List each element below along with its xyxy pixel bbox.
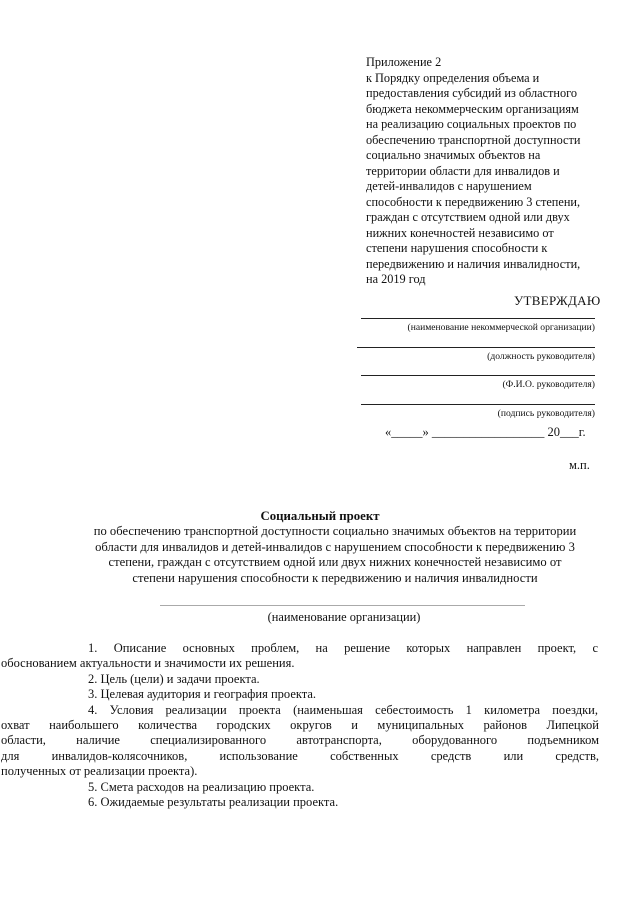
appendix-line: на 2019 год <box>366 272 426 286</box>
appendix-line: степени нарушения способности к <box>366 241 548 255</box>
appendix-line: к Порядку определения объема и <box>366 70 540 85</box>
org-name-field[interactable] <box>361 318 595 319</box>
appendix-line: детей-инвалидов с нарушением <box>366 179 532 193</box>
appendix-line: бюджета некоммерческим организациям <box>366 101 579 116</box>
appendix-line: способности к передвижению 3 степени, <box>366 194 581 209</box>
section-line: 4. Условия реализации проекта (наименьшая себестоимость 1 километра поездки, <box>88 702 598 717</box>
appendix-line: на реализацию социальных проектов по <box>366 117 577 131</box>
appendix-line: обеспечению транспортной доступности <box>366 132 581 147</box>
position-caption: (должность руководителя) <box>487 351 595 362</box>
organization-name-field[interactable] <box>160 605 525 606</box>
section-line: для инвалидов-колясочников, использование собственных средств или средств, <box>1 748 599 763</box>
signature-field[interactable] <box>361 404 595 405</box>
section-item <box>88 687 598 702</box>
position-field[interactable] <box>357 347 595 348</box>
appendix-reference <box>366 55 606 288</box>
signature-caption: (подпись руководителя) <box>497 408 595 419</box>
project-title: Социальный проект <box>260 509 380 523</box>
section-item <box>1 641 598 672</box>
section-line: 1. Описание основных проблем, на решение которых направлен проект, с <box>88 641 598 655</box>
seal-mark: м.п. <box>569 458 590 472</box>
appendix-line: нижних конечностей независимо от <box>366 225 554 240</box>
subtitle-line: области для инвалидов и детей-инвалидов с нарушением способности к передвижению 3 <box>95 539 575 554</box>
project-sections-list <box>1 641 599 810</box>
full-name-field[interactable] <box>361 375 595 376</box>
appendix-line: предоставления субсидий из областного <box>366 86 578 100</box>
section-line: охват наибольшего количества городских округов и муниципальных районов Липецкой <box>1 718 599 733</box>
appendix-line: территории области для инвалидов и <box>366 163 560 178</box>
appendix-line: Приложение 2 <box>366 55 442 69</box>
subtitle-line: степени, граждан с отсутствием одной или двух нижних конечностей независимо от <box>108 555 562 570</box>
section-item <box>1 702 599 780</box>
section-line: 6. Ожидаемые результаты реализации проекта. <box>88 795 339 810</box>
project-subtitle <box>70 524 600 586</box>
section-line: полученных от реализации проекта). <box>1 764 198 779</box>
organization-name-caption: (наименование организации) <box>267 610 421 624</box>
section-line: 3. Целевая аудитория и география проекта. <box>88 687 317 702</box>
subtitle-line: степени нарушения способности к передвижению и наличия инвалидности <box>132 570 538 585</box>
section-item <box>88 672 598 687</box>
approval-date: «_____» __________________ 20___г. <box>385 425 586 439</box>
full-name-caption: (Ф.И.О. руководителя) <box>502 379 595 390</box>
appendix-line: граждан с отсутствием одной или двух <box>366 210 570 224</box>
subtitle-line: по обеспечению транспортной доступности социально значимых объектов на территории <box>93 524 577 538</box>
appendix-line: социально значимых объектов на <box>366 148 541 162</box>
section-item <box>88 780 598 795</box>
section-line: области, наличие специализированного автотранспорта, оборудованного подъемником <box>1 733 599 748</box>
approval-heading: УТВЕРЖДАЮ <box>514 293 601 308</box>
section-item <box>88 795 598 810</box>
org-name-caption: (наименование некоммерческой организации) <box>407 322 595 333</box>
appendix-line: передвижению и наличия инвалидности, <box>366 256 581 271</box>
section-line: обоснованием актуальности и значимости их решения. <box>1 656 295 671</box>
section-line: 5. Смета расходов на реализацию проекта. <box>88 779 315 794</box>
section-line: 2. Цель (цели) и задачи проекта. <box>88 671 260 686</box>
